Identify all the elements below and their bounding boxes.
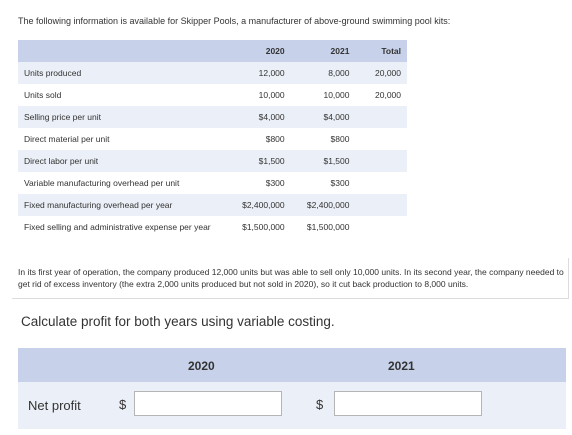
cell-2021: $800	[330, 134, 350, 144]
table-row	[18, 172, 407, 194]
currency-symbol-2020: $	[119, 397, 127, 412]
row-label: Units sold	[24, 90, 62, 100]
row-label: Direct labor per unit	[24, 156, 99, 166]
row-label: Units produced	[24, 68, 82, 78]
header-total: Total	[381, 46, 401, 56]
answer-row-net-profit	[18, 382, 566, 429]
cell-2020: $4,000	[258, 112, 285, 122]
table-row	[18, 62, 407, 84]
cell-total	[351, 216, 407, 238]
row-label: Variable manufacturing overhead per unit	[24, 178, 180, 188]
header-blank	[18, 40, 222, 62]
cell-2021: $2,400,000	[306, 200, 350, 210]
cell-2021: 10,000	[323, 90, 350, 100]
table-row	[18, 128, 407, 150]
table-row	[18, 194, 407, 216]
cell-2020: $1,500,000	[242, 222, 285, 232]
cell-total	[351, 128, 407, 150]
cell-total: 20,000	[375, 90, 401, 100]
header-2021: 2021	[330, 46, 350, 56]
row-label: Fixed manufacturing overhead per year	[24, 200, 173, 210]
intro-text: The following information is available for Skipper Pools, a manufacturer of above-ground swimming pool kits:	[18, 16, 451, 26]
net-profit-2020-input[interactable]	[134, 391, 282, 416]
answer-header-row	[18, 348, 566, 382]
currency-symbol-2021: $	[316, 397, 324, 412]
cell-total	[351, 106, 407, 128]
question-text: Calculate profit for both years using variable costing.	[21, 314, 335, 329]
cell-2020: $1,500	[258, 156, 285, 166]
net-profit-2021-input[interactable]	[334, 391, 482, 416]
answer-header-2020: 2020	[188, 359, 215, 373]
row-label: Fixed selling and administrative expense per year	[24, 222, 211, 232]
cell-2021: 8,000	[328, 68, 350, 78]
header-2020: 2020	[265, 46, 285, 56]
cell-total	[351, 150, 407, 172]
net-profit-label: Net profit	[28, 398, 81, 413]
cell-2020: $300	[265, 178, 285, 188]
cell-2021: $1,500	[323, 156, 350, 166]
answer-table	[18, 348, 566, 430]
table-header-row	[18, 40, 407, 62]
cell-2020: 10,000	[258, 90, 285, 100]
row-label: Selling price per unit	[24, 112, 102, 122]
cell-total: 20,000	[375, 68, 401, 78]
scenario-paragraph: In its first year of operation, the company produced 12,000 units but was able to sell only 10,000 units. In its second year, the company needed to get rid of excess inventory (the extra 2,000 units produced but not sold in 2020), so it cut back production to 8,000 units.	[18, 267, 564, 289]
cell-2020: 12,000	[258, 68, 285, 78]
table-row	[18, 216, 407, 238]
cell-2020: $800	[265, 134, 285, 144]
table-row	[18, 150, 407, 172]
cell-2021: $4,000	[323, 112, 350, 122]
cell-total	[351, 194, 407, 216]
answer-header-2021: 2021	[388, 359, 415, 373]
table-row	[18, 84, 407, 106]
cell-2020: $2,400,000	[242, 200, 285, 210]
info-table	[18, 40, 407, 238]
cell-total	[351, 172, 407, 194]
table-row	[18, 106, 407, 128]
cell-2021: $300	[330, 178, 350, 188]
row-label: Direct material per unit	[24, 134, 110, 144]
cell-2021: $1,500,000	[306, 222, 350, 232]
